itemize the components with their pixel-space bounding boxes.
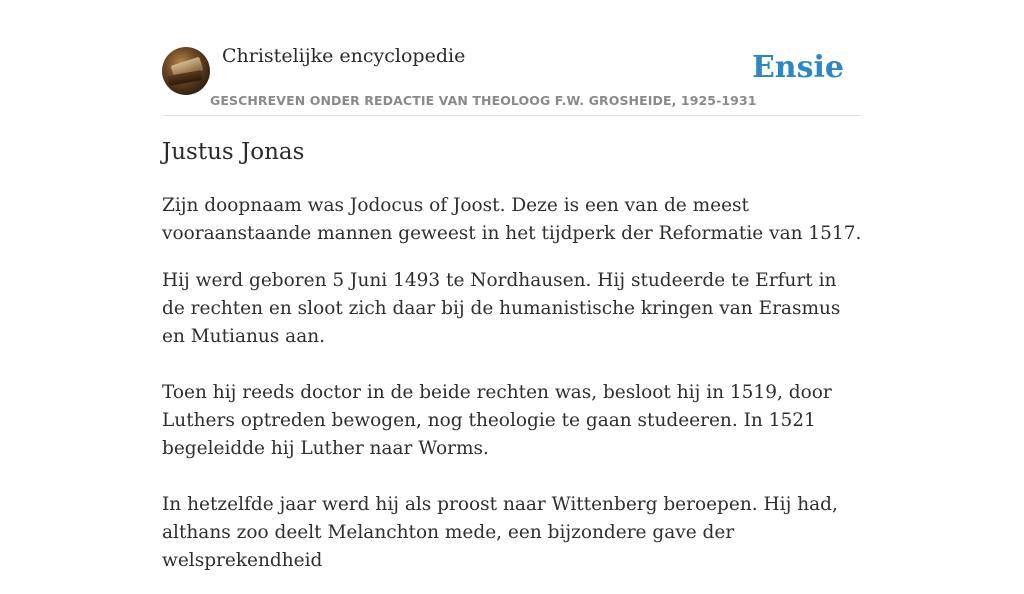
article-body xyxy=(162,192,862,594)
site-title[interactable]: Christelijke encyclopedie xyxy=(222,45,466,67)
brand-logo[interactable]: Ensie xyxy=(751,50,844,85)
article-title: Justus Jonas xyxy=(162,139,305,165)
site-subtitle: GESCHREVEN ONDER REDACTIE VAN THEOLOOG F.W. GROSHEIDE, 1925-1931 xyxy=(210,93,757,108)
avatar[interactable] xyxy=(162,47,210,95)
content-container xyxy=(162,0,862,571)
paragraph: Hij werd geboren 5 Juni 1493 te Nordhausen. Hij studeerde te Erfurt in de rechten en sloot zich daar bij de humanistische kringen van Erasmus en Mutianus aan. xyxy=(162,270,841,347)
site-header xyxy=(162,0,862,116)
paragraph: Zijn doopnaam was Jodocus of Joost. Deze is een van de meest vooraanstaande mannen geweest in het tijdperk der Reformatie van 1517. xyxy=(162,195,862,244)
paragraph: Toen hij reeds doctor in de beide rechten was, besloot hij in 1519, door Luthers optreden bewogen, nog theologie te gaan studeeren. In 1521 begeleidde hij Luther naar Worms. xyxy=(162,382,832,459)
paragraph: In hetzelfde jaar werd hij als proost naar Wittenberg beroepen. Hij had, althans zoo deelt Melanchton mede, een bijzondere gave der welsprekendheid xyxy=(162,494,838,571)
